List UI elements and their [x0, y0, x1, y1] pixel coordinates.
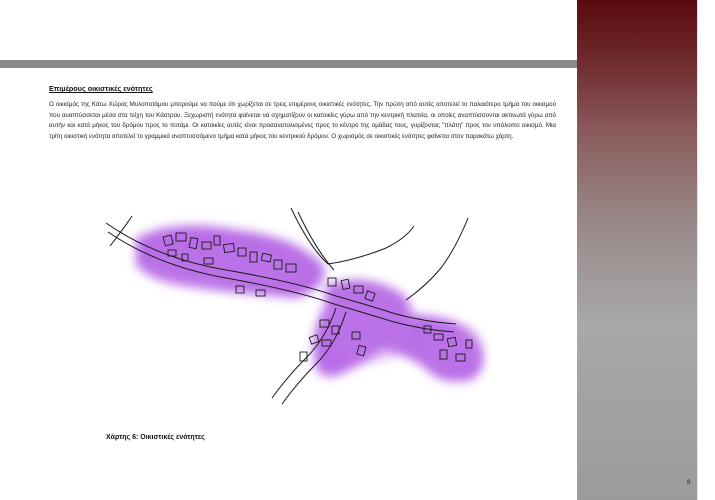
section-heading: Επιμέρους οικιστικές ενότητες — [49, 84, 153, 93]
page-number: 8 — [687, 480, 691, 486]
settlement-zones-map — [96, 208, 496, 420]
body-paragraph: Ο οικισμός της Κάτω Χώρας Μυλοποτάμου μπορούμε να πούμε ότι χωρίζεται σε τρεις επιμέρους οικιστικές ενότητες. Την πρώτη από αυτές αποτελεί το παλαιότερο τμήμα του οικισμού που αναπτύσσεται μέσα στα τείχη του Κάστρου. Ξεχωριστή ενότητα φαίνεται να σχηματίζουν οι κατοικίες γύρω από την κεντρική πλατεία, οι οποίες αναπτύσσονται ακτινωτά γύρω από αυτήν και κατά μήκος του δρόμου προς το ποτάμι. Οι κατοικίες αυτές είναι προσανατολισμένες προς το κέντρο της ομάδας τους, γυρίζοντας "πλάτη" προς τον υπόλοιπο οικισμό. Μια τρίτη οικιστική ενότητα αποτελεί το γραμμικά αναπτυσσόμενο τμήμα κατά μήκος του κεντρικού δρόμου. Ο χωρισμός σε οικιστικές ενότητες φαίνεται στον παρακάτω χάρτη. — [49, 101, 556, 140]
header-rule — [0, 60, 577, 68]
map-caption: Χάρτης 6: Οικιστικές ενότητες — [106, 434, 205, 441]
side-decorative-band — [577, 0, 697, 500]
page-edge — [697, 0, 698, 500]
